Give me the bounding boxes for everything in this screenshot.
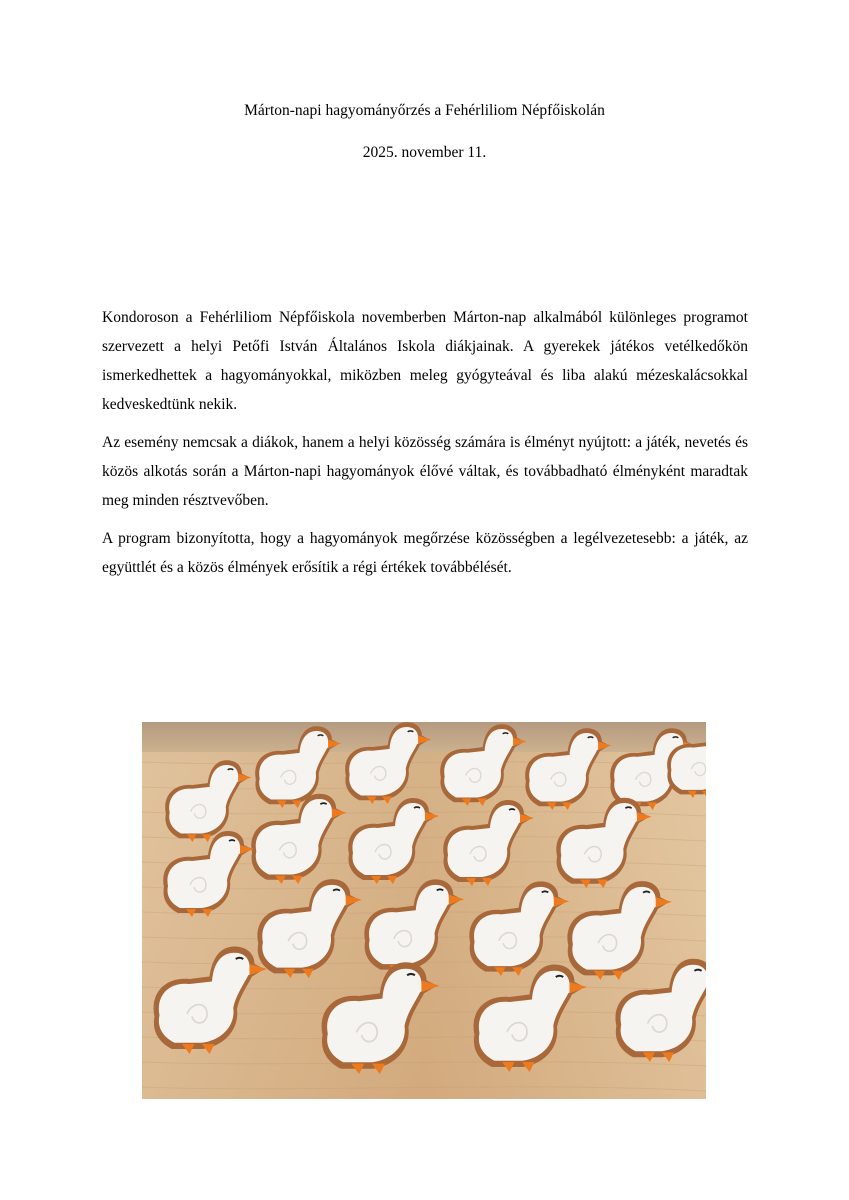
article-body <box>102 303 748 591</box>
document-date: 2025. november 11. <box>362 144 487 161</box>
paragraph-2: Az esemény nemcsak a diákok, hanem a helyi közösség számára is élményt nyújtott: a játék, nevetés és közös alkotás során a Márton-napi hagyományok élővé váltak, és továbbadható élményként maradtak meg minden résztvevőben. <box>102 434 748 509</box>
paragraph-3: A program bizonyította, hogy a hagyományok megőrzése közösségben a legélvezetesebb: a játék, az együttlét és a közös élmények erősítik a régi értékek továbbélését. <box>102 530 748 576</box>
paragraph-1: Kondoroson a Fehérliliom Népfőiskola novemberben Márton-nap alkalmából különleges programot szervezett a helyi Petőfi István Általános Iskola diákjainak. A gyerekek játékos vetélkedőkön ismerkedhettek a hagyományokkal, miközben meleg gyógyteával és liba alakú mézeskalácsokkal kedveskedtünk nekik. <box>102 309 748 413</box>
document-title: Márton-napi hagyományőrzés a Fehérliliom Népfőiskolán <box>244 102 605 119</box>
gingerbread-geese-image <box>142 722 706 1099</box>
cookie-photo <box>142 722 706 1099</box>
